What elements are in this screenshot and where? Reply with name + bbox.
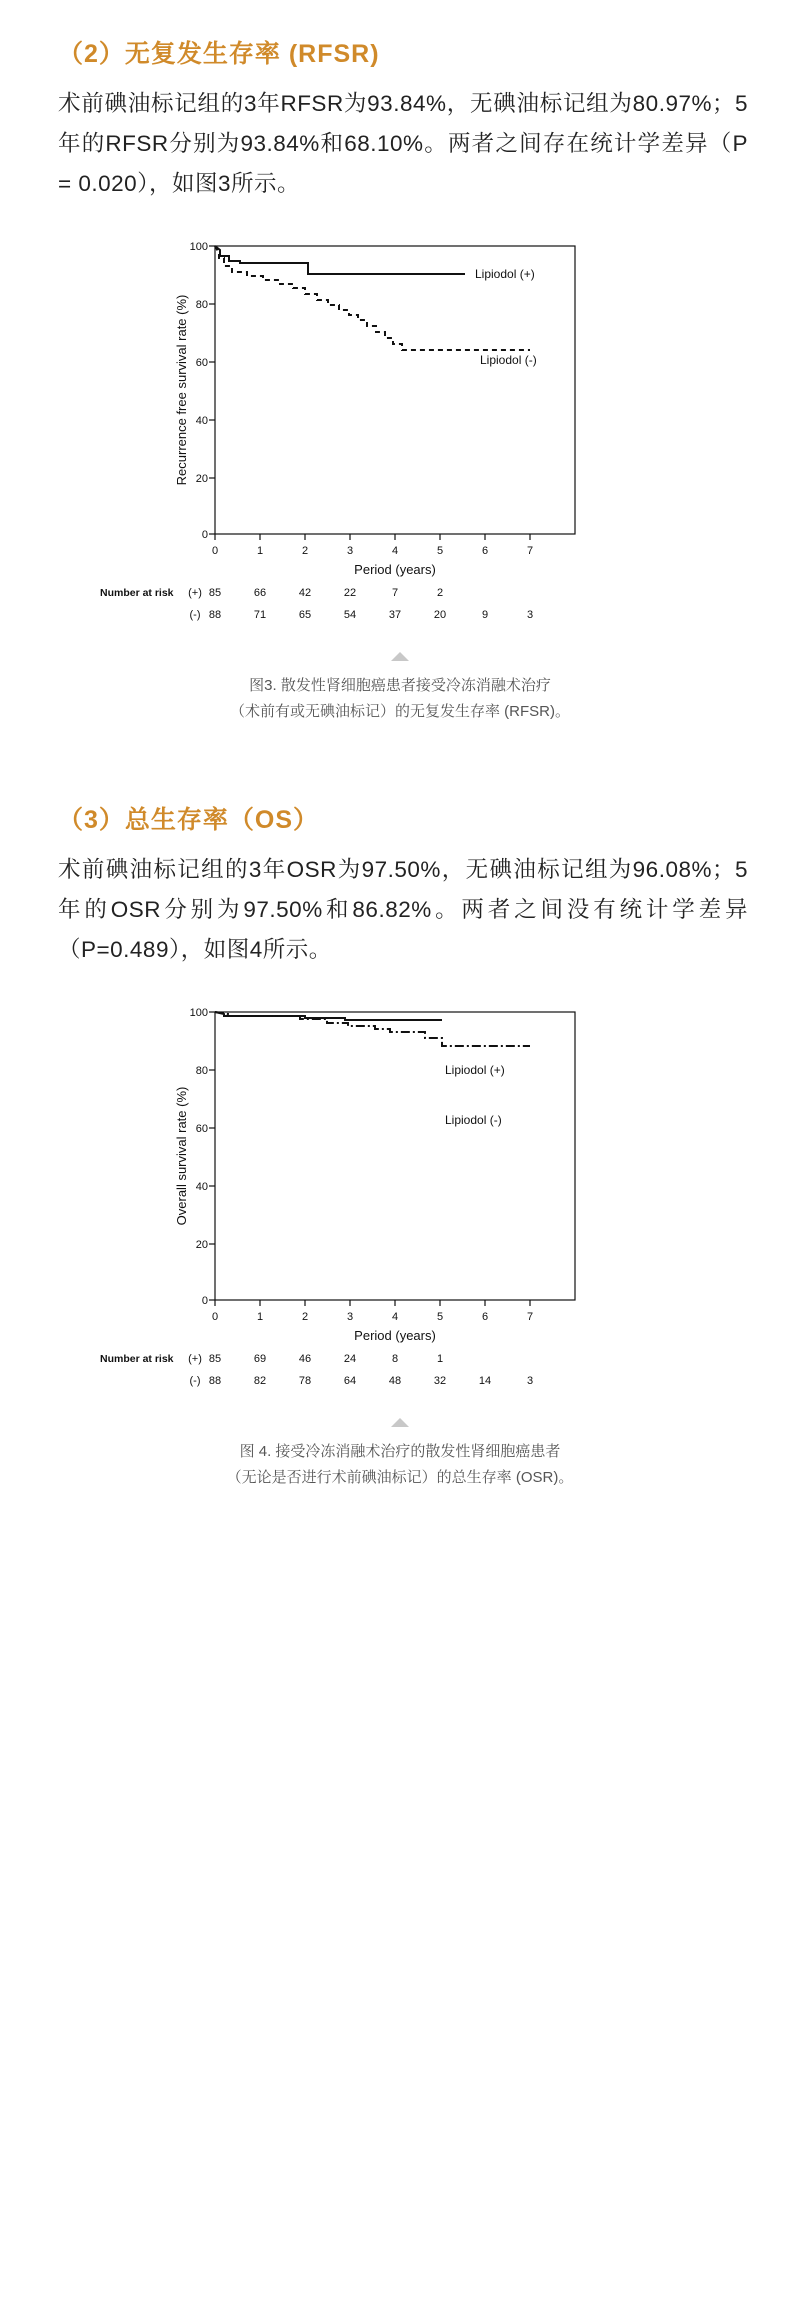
svg-text:4: 4 xyxy=(391,1310,399,1323)
svg-text:1: 1 xyxy=(436,1352,444,1365)
section-heading-rfsr: （2）无复发生存率 (RFSR) xyxy=(58,40,380,68)
svg-text:7: 7 xyxy=(526,545,534,558)
figure-3-caption-line2: （术前有或无碘油标记）的无复发生存率 (RFSR)。 xyxy=(230,703,570,721)
svg-text:Recurrence free survival rate: Recurrence free survival rate (%) xyxy=(174,294,189,486)
svg-text:3: 3 xyxy=(526,609,534,622)
svg-text:3: 3 xyxy=(346,1310,354,1323)
svg-text:Number at risk: Number at risk xyxy=(100,1352,174,1365)
osr-kaplan-meier-plot xyxy=(90,1000,710,1400)
svg-text:46: 46 xyxy=(298,1352,312,1365)
svg-text:64: 64 xyxy=(343,1374,357,1387)
svg-text:85: 85 xyxy=(208,1352,222,1365)
svg-text:48: 48 xyxy=(388,1374,402,1387)
svg-text:(-): (-) xyxy=(189,609,201,622)
svg-text:65: 65 xyxy=(298,609,312,622)
svg-text:Lipiodol (+): Lipiodol (+) xyxy=(445,1062,505,1077)
svg-text:80: 80 xyxy=(195,1064,208,1077)
svg-text:1: 1 xyxy=(256,1310,264,1323)
svg-text:3: 3 xyxy=(526,1374,534,1387)
svg-text:2: 2 xyxy=(436,587,444,600)
svg-text:Lipiodol (-): Lipiodol (-) xyxy=(445,1112,502,1127)
svg-text:7: 7 xyxy=(526,1310,534,1323)
svg-text:4: 4 xyxy=(391,545,399,558)
svg-text:60: 60 xyxy=(195,1122,208,1135)
svg-text:100: 100 xyxy=(189,1006,208,1019)
svg-text:100: 100 xyxy=(189,241,208,254)
svg-text:5: 5 xyxy=(436,1310,444,1323)
figure-3 xyxy=(40,204,760,726)
collapse-caret-icon xyxy=(391,652,409,661)
section-heading-os: （3）总生存率（OS） xyxy=(58,805,320,834)
svg-text:20: 20 xyxy=(433,609,447,622)
svg-text:85: 85 xyxy=(208,587,222,600)
svg-text:32: 32 xyxy=(433,1374,447,1387)
svg-text:2: 2 xyxy=(301,545,309,558)
svg-text:(+): (+) xyxy=(188,587,202,600)
svg-text:6: 6 xyxy=(481,1310,489,1323)
svg-text:7: 7 xyxy=(391,587,399,600)
svg-text:71: 71 xyxy=(253,609,267,622)
svg-text:88: 88 xyxy=(208,1374,222,1387)
svg-text:0: 0 xyxy=(211,545,219,558)
svg-text:2: 2 xyxy=(301,1310,309,1323)
collapse-caret-icon-2 xyxy=(391,1418,409,1427)
svg-text:1: 1 xyxy=(256,545,264,558)
figure-3-chart xyxy=(40,234,760,634)
svg-text:78: 78 xyxy=(298,1374,312,1387)
figure-3-caption xyxy=(40,673,760,726)
svg-text:37: 37 xyxy=(388,609,402,622)
svg-text:8: 8 xyxy=(391,1352,399,1365)
svg-text:54: 54 xyxy=(343,609,357,622)
svg-text:22: 22 xyxy=(343,587,357,600)
svg-text:(+): (+) xyxy=(188,1352,202,1365)
svg-text:40: 40 xyxy=(195,1180,208,1193)
rfsr-kaplan-meier-plot xyxy=(90,234,710,634)
figure-4-chart xyxy=(40,1000,760,1400)
figure-4-caption xyxy=(40,1439,760,1492)
svg-text:20: 20 xyxy=(195,473,208,486)
svg-text:24: 24 xyxy=(343,1352,357,1365)
svg-text:0: 0 xyxy=(201,1294,208,1307)
svg-text:66: 66 xyxy=(253,587,267,600)
svg-text:42: 42 xyxy=(298,587,312,600)
svg-text:Lipiodol (+): Lipiodol (+) xyxy=(475,267,535,282)
svg-text:0: 0 xyxy=(201,529,208,542)
svg-text:9: 9 xyxy=(481,609,489,622)
svg-text:14: 14 xyxy=(478,1374,492,1387)
svg-text:Lipiodol (-): Lipiodol (-) xyxy=(480,353,537,368)
svg-text:60: 60 xyxy=(195,357,208,370)
svg-text:69: 69 xyxy=(253,1352,267,1365)
svg-text:Number at risk: Number at risk xyxy=(100,587,174,600)
svg-text:Period (years): Period (years) xyxy=(354,562,436,578)
svg-text:0: 0 xyxy=(211,1310,219,1323)
svg-text:6: 6 xyxy=(481,545,489,558)
svg-text:80: 80 xyxy=(195,299,208,312)
section-paragraph-os: 术前碘油标记组的3年OSR为97.50%，无碘油标记组为96.08%；5年的OSR分别为97.50%和86.82%。两者之间没有统计学差异 （P=0.489），如图4所示。 xyxy=(58,856,748,962)
svg-text:(-): (-) xyxy=(189,1374,201,1387)
svg-text:20: 20 xyxy=(195,1238,208,1251)
svg-text:5: 5 xyxy=(436,545,444,558)
svg-text:3: 3 xyxy=(346,545,354,558)
svg-text:82: 82 xyxy=(253,1374,267,1387)
svg-text:Overall survival rate (%): Overall survival rate (%) xyxy=(174,1086,189,1226)
figure-3-caption-line1: 图3. 散发性肾细胞癌患者接受冷冻消融术治疗 xyxy=(249,677,551,695)
figure-4 xyxy=(40,970,760,1492)
svg-text:40: 40 xyxy=(195,415,208,428)
svg-text:Period (years): Period (years) xyxy=(354,1327,436,1343)
figure-4-caption-line2: （无论是否进行术前碘油标记）的总生存率 (OSR)。 xyxy=(226,1469,574,1487)
section-paragraph-rfsr: 术前碘油标记组的3年RFSR为93.84%，无碘油标记组为80.97%；5年的RFSR分别为93.84%和68.10%。两者之间存在统计学差异（P = 0.020），如图3所示。 xyxy=(58,91,748,197)
figure-4-caption-line1: 图 4. 接受冷冻消融术治疗的散发性肾细胞癌患者 xyxy=(239,1442,561,1460)
svg-text:88: 88 xyxy=(208,609,222,622)
